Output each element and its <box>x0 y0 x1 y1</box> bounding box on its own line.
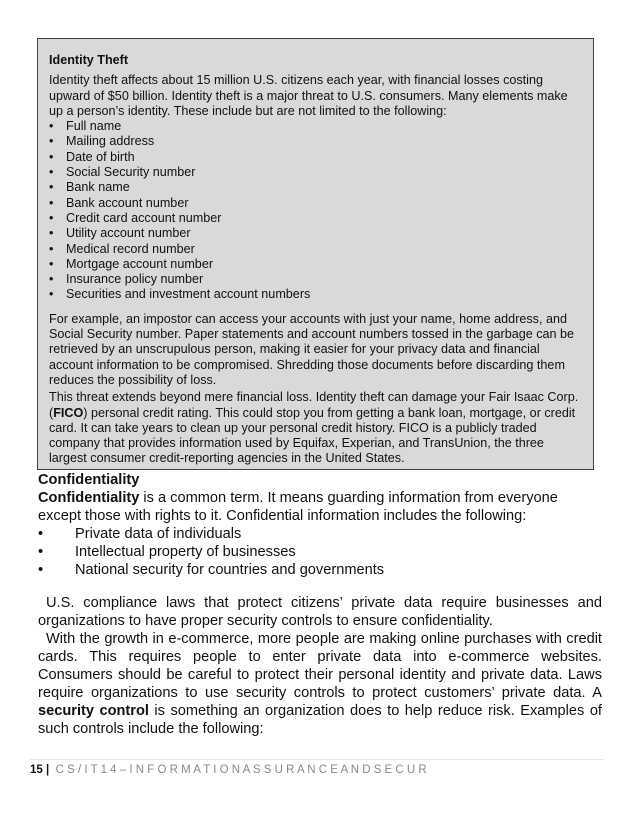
text: With the growth in e-commerce, more people are making online purchases with credit cards. This requires people to enter private data into e-commerce websites. Consumers should be careful to protect their personal identity and private data. Laws require organizations to use security controls to protect customers’ private data. A <box>38 631 602 701</box>
identity-theft-sidebar <box>37 38 594 470</box>
list-item: • National security for countries and governments <box>38 561 602 579</box>
list-item: • Mortgage account number <box>49 257 583 272</box>
list-item: • Utility account number <box>49 226 583 241</box>
list-item: • Date of birth <box>49 150 583 165</box>
list-item: • Medical record number <box>49 242 583 257</box>
text: is a common term. It means guarding information from everyone except those with rights to it. Confidential information includes the following: <box>38 490 558 524</box>
main-content <box>38 471 602 738</box>
paragraph: U.S. compliance laws that protect citizens’ private data require businesses and organizations to have proper security controls to ensure confidentiality. <box>38 595 602 629</box>
list-item: • Bank account number <box>49 196 583 211</box>
sidebar-paragraph <box>49 390 583 466</box>
list-item: • Intellectual property of businesses <box>38 543 602 561</box>
list-item: • Bank name <box>49 180 583 195</box>
intro-paragraph <box>38 489 602 525</box>
list-item: • Insurance policy number <box>49 272 583 287</box>
sidebar-title: Identity Theft <box>49 53 129 67</box>
text: This threat extends beyond mere financial loss. Identity theft can damage your Fair Isaac Corp. ( <box>49 390 579 420</box>
term: security control <box>38 703 149 719</box>
list-item: • Full name <box>49 119 583 134</box>
text: ) personal credit rating. This could stop you from getting a bank loan, mortgage, or credit card. It can take years to clean up your personal credit history. FICO is a publicly traded company that provides information used by Equifax, Experian, and TransUnion, the three largest consumer credit-reporting agencies in the United States. <box>49 405 576 466</box>
confidential-info-list <box>38 525 602 579</box>
list-item: • Securities and investment account numbers <box>49 287 583 302</box>
paragraph <box>38 630 602 738</box>
page-number: 15 | <box>30 764 50 776</box>
sidebar-paragraph: For example, an impostor can access your accounts with just your name, home address, and Social Security number. Paper statements and account numbers tossed in the garbage can be retrieved by an unscrupulous person, making it easier for your privacy data and financial account information to be compromised. Shredding those documents before discarding them reduces the possibility of loss. <box>49 311 575 387</box>
footer-title: C S / I T 1 4 – I N F O R M A T I O N A S S U R A N C E A N D S E C U R <box>55 764 427 776</box>
list-item: • Social Security number <box>49 165 583 180</box>
list-item: • Mailing address <box>49 134 583 149</box>
page-footer <box>30 759 604 776</box>
identity-elements-list <box>49 119 583 303</box>
list-item: • Credit card account number <box>49 211 583 226</box>
section-heading: Confidentiality <box>38 472 140 488</box>
sidebar-intro: Identity theft affects about 15 million U.S. citizens each year, with financial losses costing upward of $50 billion. Identity theft is a major threat to U.S. consumers. Many elements make up a person’s identity. These include but are not limited to the following: <box>49 73 568 118</box>
term: Confidentiality <box>38 490 140 506</box>
list-item: • Private data of individuals <box>38 525 602 543</box>
fico-term: FICO <box>53 405 84 420</box>
text: is something an organization does to help reduce risk. Examples of such controls include the following: <box>38 703 602 737</box>
